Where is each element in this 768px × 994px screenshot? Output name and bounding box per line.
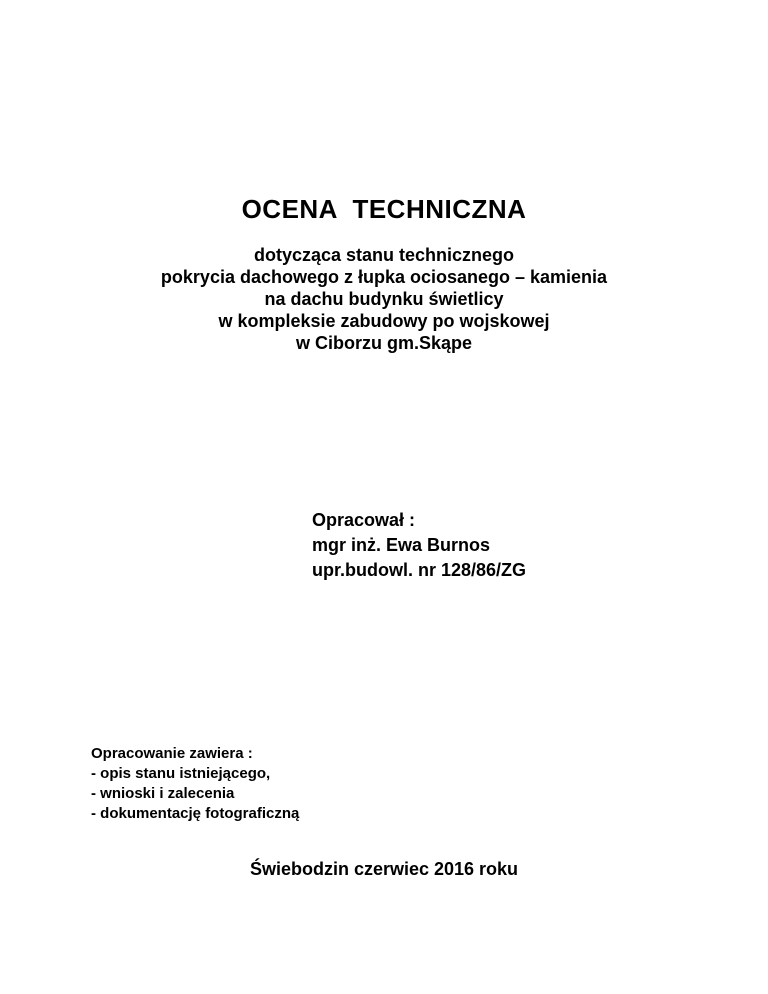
subject-line: dotycząca stanu technicznego bbox=[253, 245, 515, 265]
author-label: Opracował : bbox=[312, 510, 416, 530]
document-subject bbox=[0, 244, 768, 354]
author-license: upr.budowl. nr 128/86/ZG bbox=[312, 560, 527, 580]
subject-line: na dachu budynku świetlicy bbox=[264, 289, 504, 309]
contents-item: - dokumentację fotograficzną bbox=[91, 805, 300, 822]
contents-item: - wnioski i zalecenia bbox=[91, 785, 235, 802]
place-and-date: Świebodzin czerwiec 2016 roku bbox=[249, 859, 519, 879]
subject-line: pokrycia dachowego z łupka ociosanego – kamienia bbox=[160, 267, 608, 287]
subject-line: w kompleksie zabudowy po wojskowej bbox=[218, 311, 550, 331]
author-name: mgr inż. Ewa Burnos bbox=[312, 535, 491, 555]
contents-block bbox=[91, 744, 299, 824]
author-block bbox=[312, 508, 526, 583]
contents-item: - opis stanu istniejącego, bbox=[91, 765, 271, 782]
document-title: OCENA TECHNICZNA bbox=[241, 194, 527, 224]
subject-line: w Ciborzu gm.Skąpe bbox=[295, 333, 473, 353]
contents-heading: Opracowanie zawiera : bbox=[91, 745, 253, 762]
